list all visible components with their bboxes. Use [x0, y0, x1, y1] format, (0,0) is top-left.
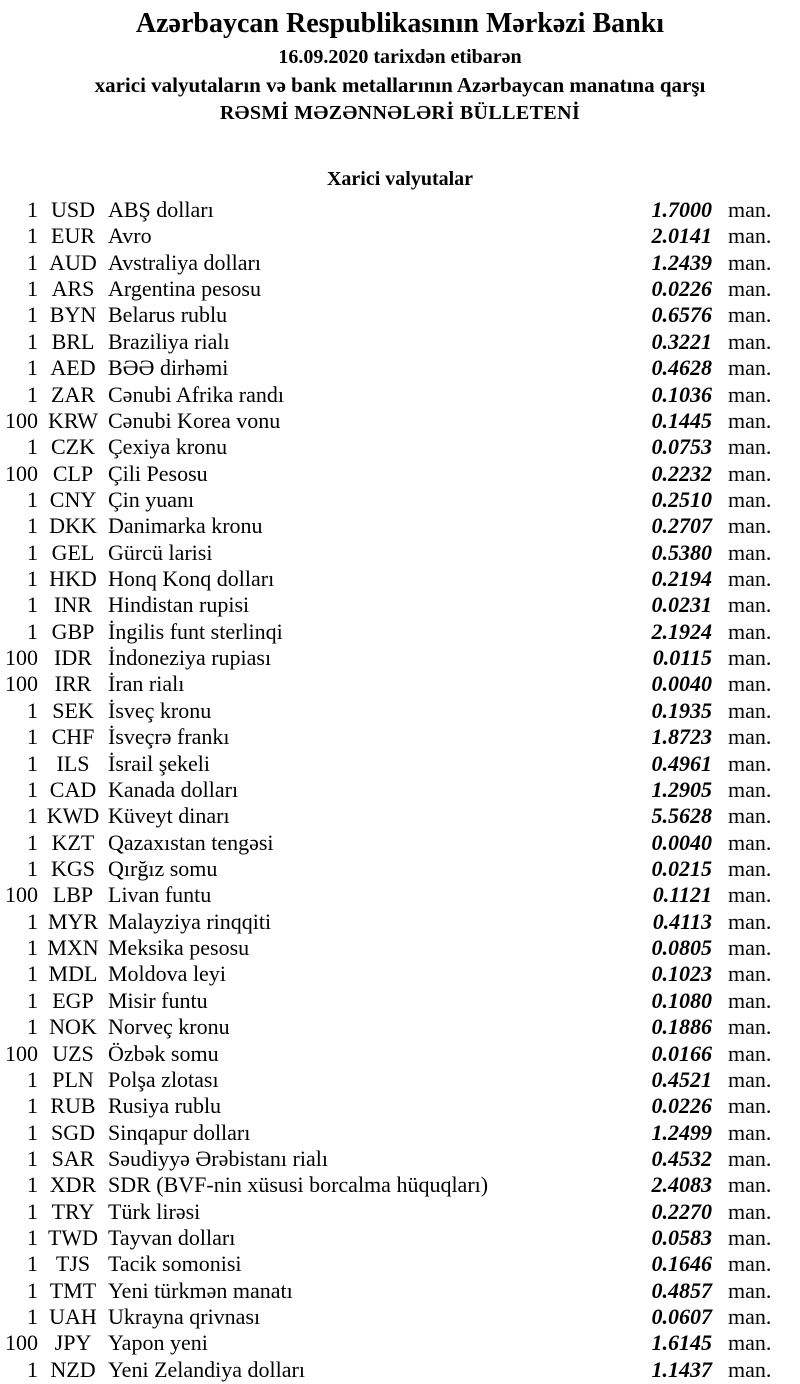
name-cell: Honq Konq dolları	[108, 566, 275, 592]
unit-cell: man.	[728, 697, 772, 723]
name-cell: Malayziya rinqqiti	[108, 908, 272, 934]
section-title-foreign-currencies: Xarici valyutalar	[326, 168, 474, 190]
rate-cell: 0.4628	[651, 355, 712, 381]
table-row	[0, 197, 800, 223]
name-cell: Avro	[108, 223, 152, 249]
unit-cell: man.	[728, 566, 772, 592]
code-cell: USD	[50, 197, 95, 222]
name-cell: Argentina pesosu	[108, 276, 261, 302]
code-cell: DKK	[49, 513, 97, 539]
rate-cell: 0.5380	[651, 539, 712, 565]
table-row	[0, 434, 800, 460]
unit-cell: man.	[728, 276, 772, 302]
name-cell: Türk lirəsi	[108, 1198, 201, 1224]
rate-cell: 1.2905	[651, 776, 712, 802]
unit-cell: man.	[728, 486, 772, 512]
code-cell: XDR	[49, 1172, 97, 1198]
code-cell: AUD	[49, 249, 97, 275]
rate-cell: 0.2707	[651, 513, 712, 539]
code-cell: BRL	[51, 328, 95, 354]
qty-cell: 1	[27, 1119, 38, 1145]
rate-cell: 0.0753	[651, 434, 712, 460]
rate-cell: 1.7000	[651, 197, 712, 222]
table-row	[0, 1146, 800, 1172]
name-cell: Livan funtu	[108, 882, 212, 908]
name-cell: Cənubi Korea vonu	[108, 407, 281, 433]
qty-cell: 1	[27, 1172, 38, 1198]
table-row	[0, 777, 800, 803]
table-row	[0, 645, 800, 671]
code-cell: AED	[50, 355, 96, 381]
rate-cell: 1.1437	[651, 1356, 712, 1382]
code-cell: CLP	[52, 460, 94, 486]
name-cell: Yeni türkmən manatı	[108, 1277, 293, 1303]
rate-cell: 0.1036	[651, 381, 712, 407]
rate-cell: 0.1080	[651, 987, 712, 1013]
qty-cell: 1	[27, 1066, 38, 1092]
rate-cell: 0.0607	[651, 1304, 712, 1330]
code-cell: UZS	[52, 1040, 94, 1066]
qty-cell: 1	[27, 355, 38, 381]
unit-cell: man.	[728, 671, 772, 697]
rate-cell: 0.0166	[651, 1040, 712, 1066]
code-cell: SGD	[50, 1119, 95, 1145]
rate-cell: 0.1886	[651, 1014, 712, 1040]
qty-cell: 1	[27, 223, 38, 249]
table-row	[0, 1225, 800, 1251]
name-cell: ABŞ dolları	[108, 197, 214, 222]
unit-cell: man.	[728, 1277, 772, 1303]
table-row	[0, 1278, 800, 1304]
name-cell: Belarus rublu	[108, 302, 228, 328]
name-cell: Hindistan rupisi	[108, 592, 250, 618]
name-cell: BƏƏ dirhəmi	[108, 355, 229, 381]
code-cell: KGS	[50, 855, 95, 881]
qty-cell: 1	[27, 197, 38, 222]
table-row	[0, 751, 800, 777]
qty-cell: 1	[27, 1014, 38, 1040]
name-cell: SDR (BVF-nin xüsusi borcalma hüquqları)	[108, 1172, 489, 1198]
code-cell: KZT	[51, 829, 95, 855]
name-cell: Tayvan dolları	[108, 1225, 236, 1251]
code-cell: LBP	[52, 882, 94, 908]
name-cell: İngilis funt sterlinqi	[108, 618, 283, 644]
name-cell: Avstraliya dolları	[108, 249, 261, 275]
rate-cell: 0.1646	[651, 1251, 712, 1277]
name-cell: Kanada dolları	[108, 776, 239, 802]
qty-cell: 100	[5, 407, 38, 433]
table-row	[0, 724, 800, 750]
qty-cell: 1	[27, 961, 38, 987]
unit-cell: man.	[728, 197, 772, 222]
code-cell: IDR	[54, 645, 92, 671]
code-cell: GBP	[51, 618, 95, 644]
table-row	[0, 250, 800, 276]
qty-cell: 1	[27, 855, 38, 881]
rate-cell: 0.2510	[651, 486, 712, 512]
name-cell: Yeni Zelandiya dolları	[108, 1356, 305, 1382]
unit-cell: man.	[728, 987, 772, 1013]
qty-cell: 1	[27, 829, 38, 855]
unit-cell: man.	[728, 302, 772, 328]
unit-cell: man.	[728, 592, 772, 618]
qty-cell: 100	[5, 882, 38, 908]
name-cell: İsveç kronu	[108, 697, 212, 723]
unit-cell: man.	[728, 328, 772, 354]
table-row	[0, 1093, 800, 1119]
unit-cell: man.	[728, 434, 772, 460]
table-row	[0, 961, 800, 987]
name-cell: Özbək somu	[108, 1040, 219, 1066]
qty-cell: 1	[27, 249, 38, 275]
table-row	[0, 513, 800, 539]
code-cell: PLN	[52, 1066, 94, 1092]
code-cell: CHF	[51, 724, 95, 750]
rates-table	[0, 197, 800, 1383]
table-row	[0, 1251, 800, 1277]
rate-cell: 0.0226	[651, 276, 712, 302]
table-row	[0, 935, 800, 961]
name-cell: Ukrayna qrivnası	[108, 1304, 261, 1330]
rate-cell: 0.2232	[651, 460, 712, 486]
qty-cell: 1	[27, 381, 38, 407]
qty-cell: 1	[27, 697, 38, 723]
code-cell: RUB	[50, 1093, 96, 1119]
unit-cell: man.	[728, 249, 772, 275]
qty-cell: 1	[27, 1251, 38, 1277]
rate-cell: 2.0141	[651, 223, 712, 249]
table-row	[0, 830, 800, 856]
table-row	[0, 856, 800, 882]
table-row	[0, 1199, 800, 1225]
rate-cell: 0.4113	[652, 908, 712, 934]
code-cell: NZD	[50, 1356, 96, 1382]
unit-cell: man.	[728, 1225, 772, 1251]
qty-cell: 100	[5, 460, 38, 486]
table-row	[0, 382, 800, 408]
unit-cell: man.	[728, 618, 772, 644]
table-row	[0, 487, 800, 513]
qty-cell: 1	[27, 803, 38, 829]
table-row	[0, 1330, 800, 1356]
qty-cell: 1	[27, 566, 38, 592]
rate-cell: 0.4857	[651, 1277, 712, 1303]
qty-cell: 1	[27, 1304, 38, 1330]
code-cell: ILS	[56, 750, 90, 776]
unit-cell: man.	[728, 407, 772, 433]
rate-cell: 0.1935	[651, 697, 712, 723]
code-cell: MYR	[47, 908, 99, 934]
name-cell: Qırğız somu	[108, 855, 218, 881]
table-row	[0, 988, 800, 1014]
code-cell: ARS	[51, 276, 95, 302]
name-cell: Misir funtu	[108, 987, 208, 1013]
qty-cell: 1	[27, 276, 38, 302]
table-row	[0, 1120, 800, 1146]
table-row	[0, 461, 800, 487]
table-row	[0, 302, 800, 328]
code-cell: EGP	[52, 987, 94, 1013]
bank-name: Azərbaycan Respublikasının Mərkəzi Bankı	[135, 8, 665, 39]
table-row	[0, 223, 800, 249]
unit-cell: man.	[728, 1014, 772, 1040]
qty-cell: 1	[27, 513, 38, 539]
unit-cell: man.	[728, 1330, 772, 1356]
table-row	[0, 355, 800, 381]
unit-cell: man.	[728, 381, 772, 407]
code-cell: MXN	[47, 935, 99, 961]
table-row	[0, 276, 800, 302]
qty-cell: 100	[5, 671, 38, 697]
rate-cell: 1.2499	[651, 1119, 712, 1145]
table-row	[0, 1357, 800, 1383]
rate-cell: 0.2194	[651, 566, 712, 592]
unit-cell: man.	[728, 724, 772, 750]
qty-cell: 1	[27, 486, 38, 512]
rate-cell: 0.4961	[651, 750, 712, 776]
qty-cell: 1	[27, 1093, 38, 1119]
name-cell: Səudiyyə Ərəbistanı rialı	[108, 1145, 328, 1171]
rate-cell: 0.0805	[651, 935, 712, 961]
unit-cell: man.	[728, 776, 772, 802]
name-cell: Yapon yeni	[108, 1330, 208, 1356]
code-cell: EUR	[51, 223, 95, 249]
qty-cell: 1	[27, 935, 38, 961]
name-cell: Norveç kronu	[108, 1014, 230, 1040]
rate-cell: 0.0231	[651, 592, 712, 618]
unit-cell: man.	[728, 882, 772, 908]
table-row	[0, 671, 800, 697]
unit-cell: man.	[728, 645, 772, 671]
unit-cell: man.	[728, 908, 772, 934]
unit-cell: man.	[728, 1119, 772, 1145]
name-cell: Çili Pesosu	[108, 460, 208, 486]
unit-cell: man.	[728, 961, 772, 987]
qty-cell: 100	[5, 1040, 38, 1066]
name-cell: Çexiya kronu	[108, 434, 228, 460]
rate-cell: 2.1924	[651, 618, 712, 644]
bulletin-subtitle: xarici valyutaların və bank metallarının Azərbaycan manatına qarşı	[94, 73, 706, 97]
bulletin-title: RƏSMİ MƏZƏNNƏLƏRİ BÜLLETENİ	[219, 102, 581, 124]
table-row	[0, 566, 800, 592]
table-row	[0, 619, 800, 645]
unit-cell: man.	[728, 460, 772, 486]
rate-cell: 1.2439	[651, 249, 712, 275]
unit-cell: man.	[728, 935, 772, 961]
qty-cell: 1	[27, 302, 38, 328]
qty-cell: 100	[5, 1330, 38, 1356]
table-row	[0, 882, 800, 908]
name-cell: Polşa zlotası	[108, 1066, 219, 1092]
name-cell: Qazaxıstan tengəsi	[108, 829, 274, 855]
qty-cell: 1	[27, 539, 38, 565]
table-row	[0, 1304, 800, 1330]
qty-cell: 1	[27, 328, 38, 354]
code-cell: SAR	[51, 1145, 95, 1171]
table-row	[0, 408, 800, 434]
code-cell: GEL	[51, 539, 95, 565]
rate-cell: 1.8723	[651, 724, 712, 750]
qty-cell: 1	[27, 1356, 38, 1382]
name-cell: İran rialı	[108, 671, 185, 697]
name-cell: Sinqapur dolları	[108, 1119, 251, 1145]
code-cell: UAH	[49, 1304, 97, 1330]
qty-cell: 1	[27, 1225, 38, 1251]
unit-cell: man.	[728, 1040, 772, 1066]
rate-cell: 0.0040	[651, 671, 712, 697]
table-row	[0, 329, 800, 355]
table-row	[0, 1041, 800, 1067]
unit-cell: man.	[728, 539, 772, 565]
unit-cell: man.	[728, 1172, 772, 1198]
qty-cell: 1	[27, 618, 38, 644]
table-row	[0, 1172, 800, 1198]
name-cell: Tacik somonisi	[108, 1251, 242, 1277]
rate-cell: 0.0040	[651, 829, 712, 855]
name-cell: Meksika pesosu	[108, 935, 250, 961]
code-cell: MDL	[48, 961, 98, 987]
rate-cell: 5.5628	[651, 803, 712, 829]
code-cell: KRW	[47, 407, 99, 433]
code-cell: SEK	[52, 697, 94, 723]
code-cell: TJS	[55, 1251, 91, 1277]
rate-cell: 0.1121	[652, 882, 712, 908]
rate-cell: 0.4532	[651, 1145, 712, 1171]
code-cell: IRR	[54, 671, 92, 697]
qty-cell: 1	[27, 1277, 38, 1303]
rate-cell: 0.1445	[651, 407, 712, 433]
name-cell: Cənubi Afrika randı	[108, 381, 284, 407]
name-cell: Moldova leyi	[108, 961, 226, 987]
table-row	[0, 803, 800, 829]
name-cell: Danimarka kronu	[108, 513, 263, 539]
effective-date: 16.09.2020 tarixdən etibarən	[278, 46, 522, 68]
qty-cell: 100	[5, 645, 38, 671]
rate-cell: 0.0115	[652, 645, 712, 671]
qty-cell: 1	[27, 434, 38, 460]
code-cell: KWD	[46, 803, 100, 829]
unit-cell: man.	[728, 1251, 772, 1277]
qty-cell: 1	[27, 750, 38, 776]
code-cell: HKD	[49, 566, 97, 592]
table-row	[0, 540, 800, 566]
unit-cell: man.	[728, 829, 772, 855]
code-cell: BYN	[49, 302, 97, 328]
qty-cell: 1	[27, 1145, 38, 1171]
table-row	[0, 1014, 800, 1040]
rate-cell: 0.0226	[651, 1093, 712, 1119]
name-cell: Küveyt dinarı	[108, 803, 230, 829]
qty-cell: 1	[27, 987, 38, 1013]
name-cell: Çin yuanı	[108, 486, 195, 512]
qty-cell: 1	[27, 908, 38, 934]
code-cell: TMT	[49, 1277, 97, 1303]
code-cell: CZK	[51, 434, 95, 460]
qty-cell: 1	[27, 724, 38, 750]
unit-cell: man.	[728, 513, 772, 539]
table-row	[0, 698, 800, 724]
unit-cell: man.	[728, 355, 772, 381]
rate-cell: 0.6576	[651, 302, 712, 328]
code-cell: ZAR	[51, 381, 95, 407]
code-cell: JPY	[54, 1330, 92, 1356]
rate-cell: 0.2270	[651, 1198, 712, 1224]
unit-cell: man.	[728, 855, 772, 881]
unit-cell: man.	[728, 1093, 772, 1119]
code-cell: NOK	[49, 1014, 97, 1040]
name-cell: İsveçrə frankı	[108, 724, 230, 750]
rate-cell: 0.1023	[651, 961, 712, 987]
table-row	[0, 909, 800, 935]
code-cell: TRY	[51, 1198, 95, 1224]
unit-cell: man.	[728, 803, 772, 829]
rate-cell: 1.6145	[651, 1330, 712, 1356]
qty-cell: 1	[27, 592, 38, 618]
name-cell: İndoneziya rupiası	[108, 645, 272, 671]
unit-cell: man.	[728, 1304, 772, 1330]
name-cell: İsrail şekeli	[108, 750, 211, 776]
unit-cell: man.	[728, 1198, 772, 1224]
qty-cell: 1	[27, 1198, 38, 1224]
qty-cell: 1	[27, 776, 38, 802]
unit-cell: man.	[728, 1145, 772, 1171]
unit-cell: man.	[728, 750, 772, 776]
rate-cell: 0.0583	[651, 1225, 712, 1251]
name-cell: Braziliya rialı	[108, 328, 230, 354]
code-cell: TWD	[47, 1225, 99, 1251]
unit-cell: man.	[728, 1066, 772, 1092]
code-cell: CNY	[49, 486, 97, 512]
document-header	[0, 0, 800, 126]
rate-cell: 0.3221	[651, 328, 712, 354]
rate-cell: 2.4083	[651, 1172, 712, 1198]
unit-cell: man.	[728, 1356, 772, 1382]
unit-cell: man.	[728, 223, 772, 249]
name-cell: Rusiya rublu	[108, 1093, 222, 1119]
code-cell: CAD	[49, 776, 97, 802]
table-row	[0, 592, 800, 618]
code-cell: INR	[54, 592, 92, 618]
name-cell: Gürcü larisi	[108, 539, 213, 565]
rate-cell: 0.0215	[651, 855, 712, 881]
rate-cell: 0.4521	[651, 1066, 712, 1092]
table-row	[0, 1067, 800, 1093]
